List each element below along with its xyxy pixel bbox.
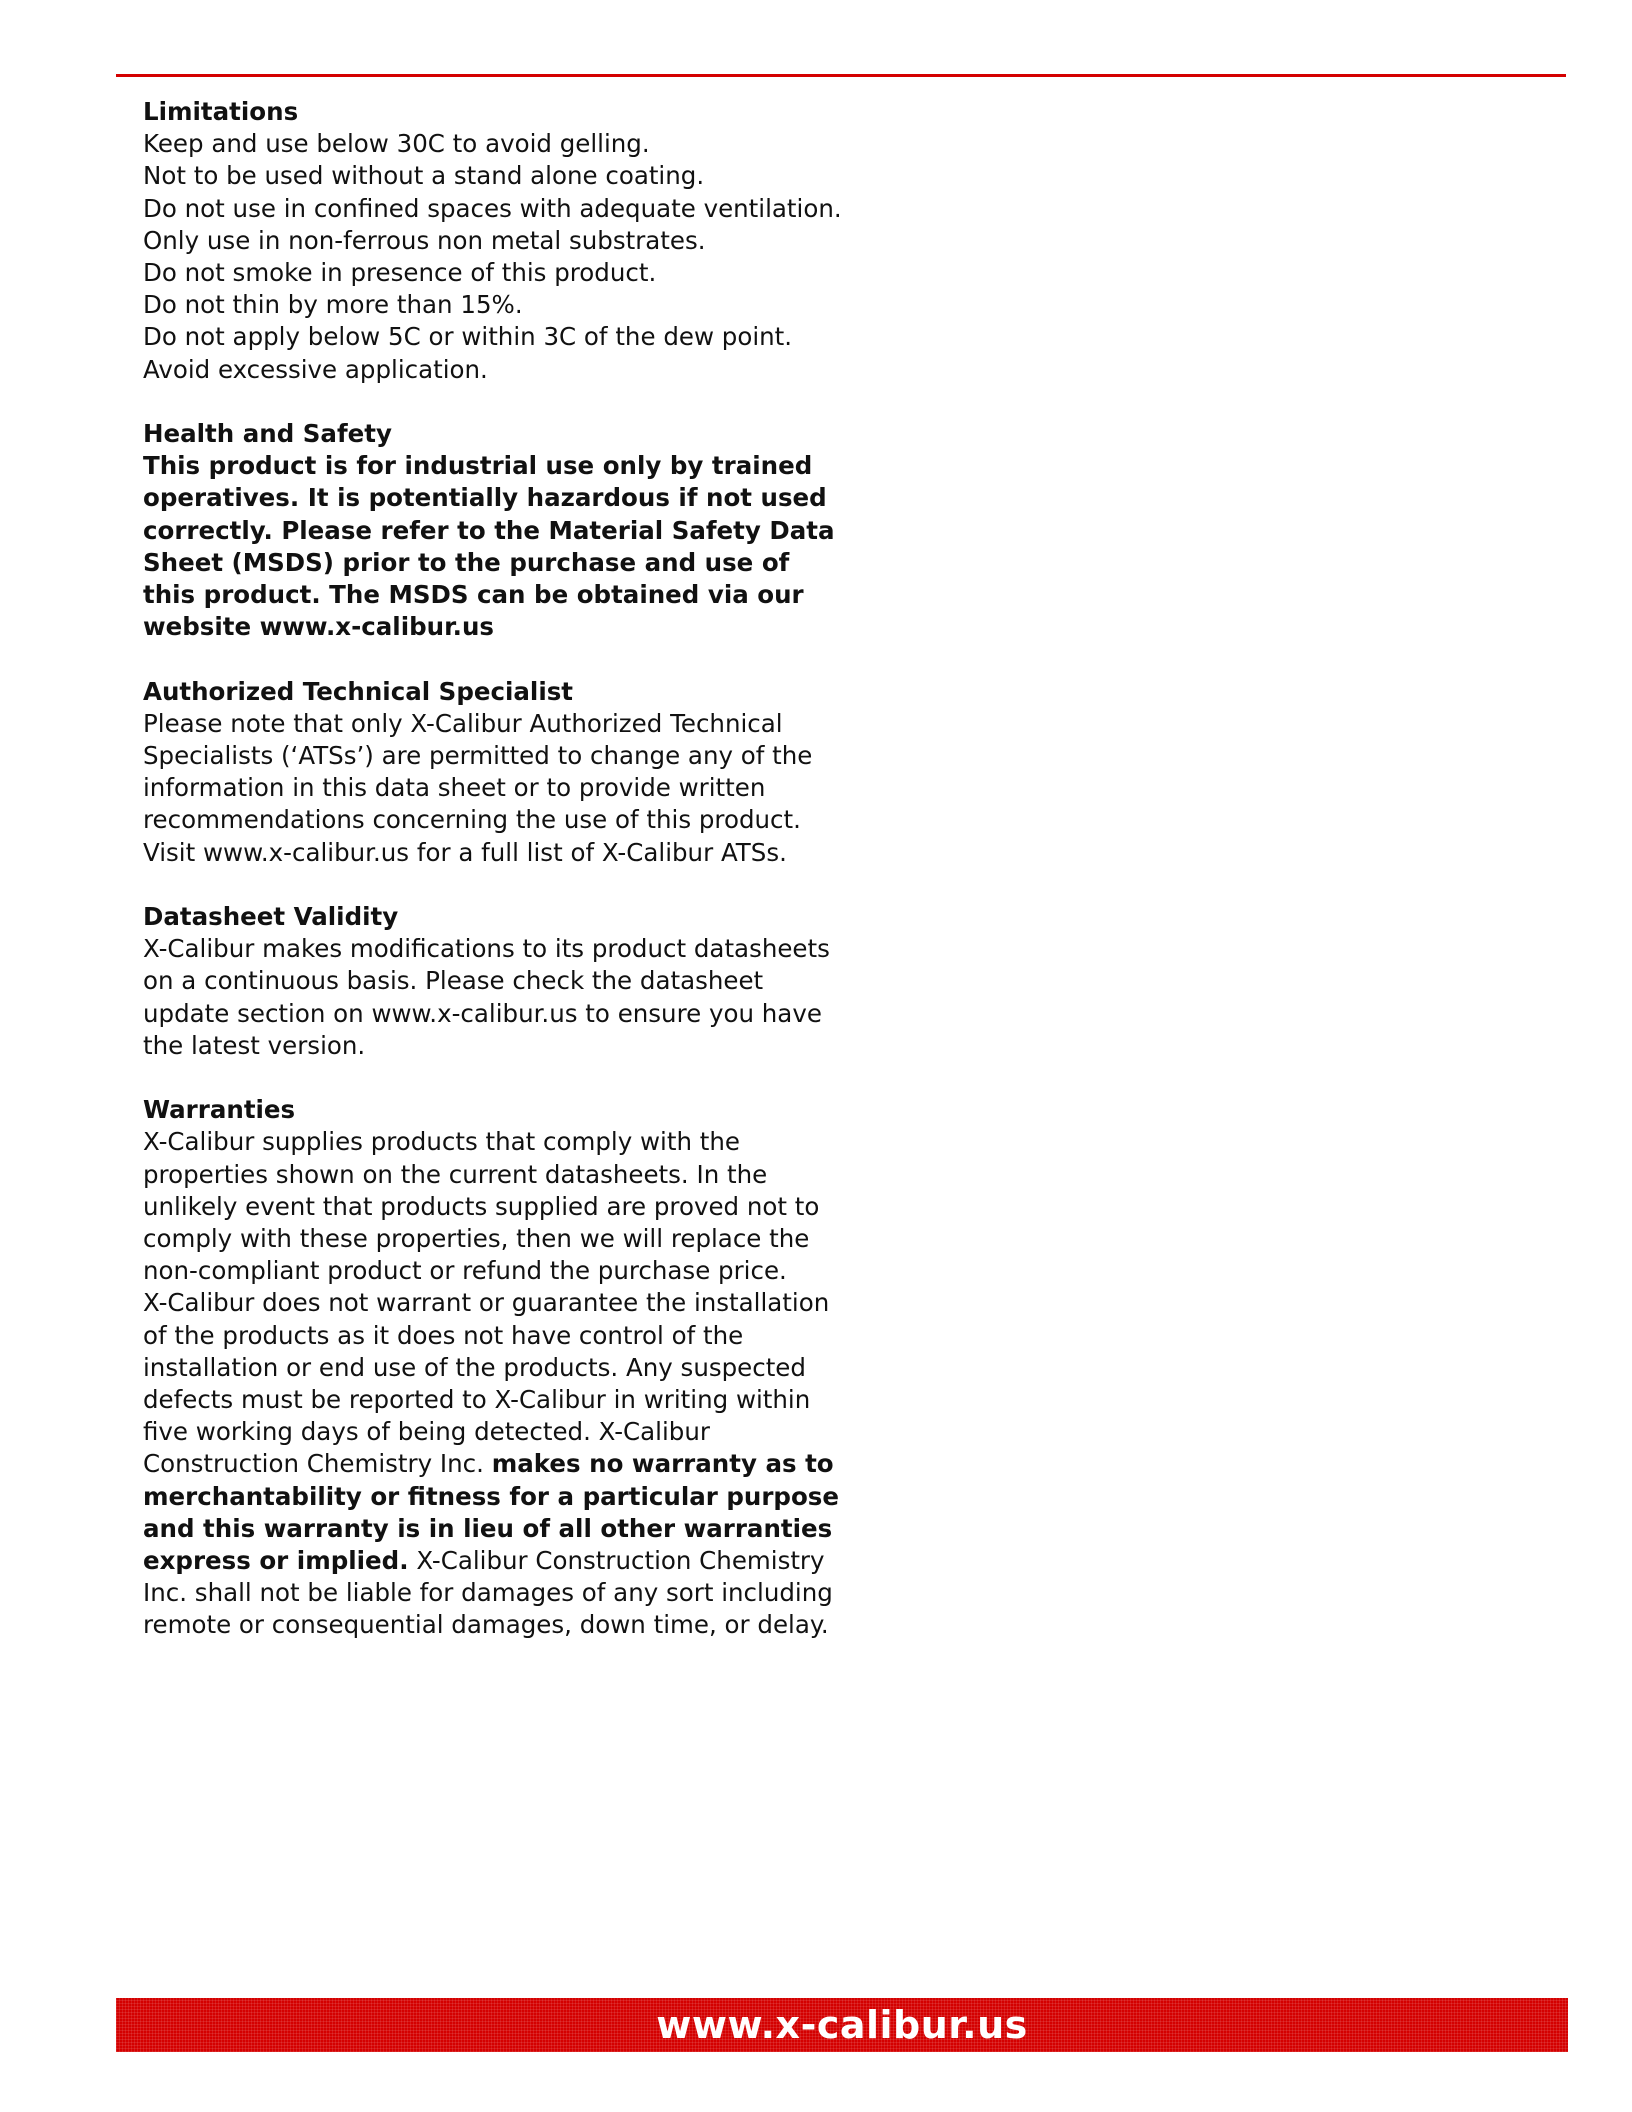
warranties-line: defects must be reported to X-Calibur in writing within xyxy=(143,1385,811,1415)
validity-heading: Datasheet Validity xyxy=(143,902,399,932)
ats-heading: Authorized Technical Specialist xyxy=(143,676,574,706)
health-safety-line: this product. The MSDS can be obtained via our xyxy=(143,580,804,610)
validity-section xyxy=(143,901,843,1062)
limitations-line: Do not smoke in presence of this product. xyxy=(143,258,657,288)
limitations-line: Only use in non-ferrous non metal substrates. xyxy=(143,225,706,255)
warranties-line: Inc. shall not be liable for damages of any sort including xyxy=(143,1578,833,1608)
limitations-heading: Limitations xyxy=(143,97,299,126)
footer-band xyxy=(116,1998,1568,2052)
warranties-line: X-Calibur supplies products that comply with the xyxy=(143,1127,740,1157)
ats-line: Visit www.x-calibur.us for a full list of X-Calibur ATSs. xyxy=(143,837,787,867)
warranties-line: unlikely event that products supplied are proved not to xyxy=(143,1191,820,1221)
warranties-heading: Warranties xyxy=(143,1095,296,1125)
warranty-disclaimer-text: merchantability or fitness for a particular purpose xyxy=(143,1481,839,1511)
health-safety-line: correctly. Please refer to the Material Safety Data xyxy=(143,515,835,545)
health-safety-line: website www.x-calibur.us xyxy=(143,612,494,642)
limitations-line: Avoid excessive application. xyxy=(143,354,488,384)
warranties-line xyxy=(143,1448,843,1480)
ats-line: Please note that only X-Calibur Authorized Technical xyxy=(143,708,783,738)
warranty-disclaimer-text: makes no warranty as to xyxy=(491,1449,834,1479)
warranties-line: properties shown on the current datasheets. In the xyxy=(143,1159,768,1189)
warranties-line: X-Calibur does not warrant or guarantee the installation xyxy=(143,1288,830,1318)
validity-line: update section on www.x-calibur.us to ensure you have xyxy=(143,998,822,1028)
health-safety-section xyxy=(143,418,843,643)
health-safety-line: This product is for industrial use only by trained xyxy=(143,451,813,481)
ats-line: Specialists (‘ATSs’) are permitted to change any of the xyxy=(143,741,813,771)
health-safety-line: operatives. It is potentially hazardous if not used xyxy=(143,483,827,513)
footer-website-url: www.x-calibur.us xyxy=(656,2003,1028,2047)
health-safety-line: Sheet (MSDS) prior to the purchase and use of xyxy=(143,547,790,577)
ats-section xyxy=(143,676,843,869)
top-red-rule xyxy=(116,74,1566,77)
warranties-text: Construction Chemistry Inc. xyxy=(143,1449,492,1479)
document-body xyxy=(143,96,843,1674)
limitations-line: Keep and use below 30C to avoid gelling. xyxy=(143,129,650,159)
warranty-disclaimer-text: and this warranty is in lieu of all other warranties xyxy=(143,1513,833,1543)
limitations-line: Do not use in confined spaces with adequate ventilation. xyxy=(143,193,842,223)
warranties-line: remote or consequential damages, down time, or delay. xyxy=(143,1610,829,1640)
warranty-disclaimer-text: express or implied. xyxy=(143,1546,409,1576)
limitations-line: Do not apply below 5C or within 3C of the dew point. xyxy=(143,322,793,352)
warranties-line xyxy=(143,1545,843,1577)
warranties-text: X-Calibur Construction Chemistry xyxy=(408,1546,825,1576)
validity-line: X-Calibur makes modifications to its product datasheets xyxy=(143,934,830,964)
limitations-line: Do not thin by more than 15%. xyxy=(143,290,523,320)
limitations-section xyxy=(143,96,843,386)
ats-line: information in this data sheet or to provide written xyxy=(143,773,766,803)
warranties-line: comply with these properties, then we will replace the xyxy=(143,1224,810,1254)
ats-line: recommendations concerning the use of this product. xyxy=(143,805,801,835)
validity-line: on a continuous basis. Please check the datasheet xyxy=(143,966,764,996)
warranties-line: non-compliant product or refund the purchase price. xyxy=(143,1256,787,1286)
warranties-line: of the products as it does not have control of the xyxy=(143,1320,744,1350)
health-safety-heading: Health and Safety xyxy=(143,419,392,449)
validity-line: the latest version. xyxy=(143,1030,366,1060)
warranties-line: five working days of being detected. X-Calibur xyxy=(143,1417,710,1447)
warranties-line: installation or end use of the products. Any suspected xyxy=(143,1352,806,1382)
warranties-section xyxy=(143,1094,843,1641)
limitations-line: Not to be used without a stand alone coating. xyxy=(143,161,705,191)
